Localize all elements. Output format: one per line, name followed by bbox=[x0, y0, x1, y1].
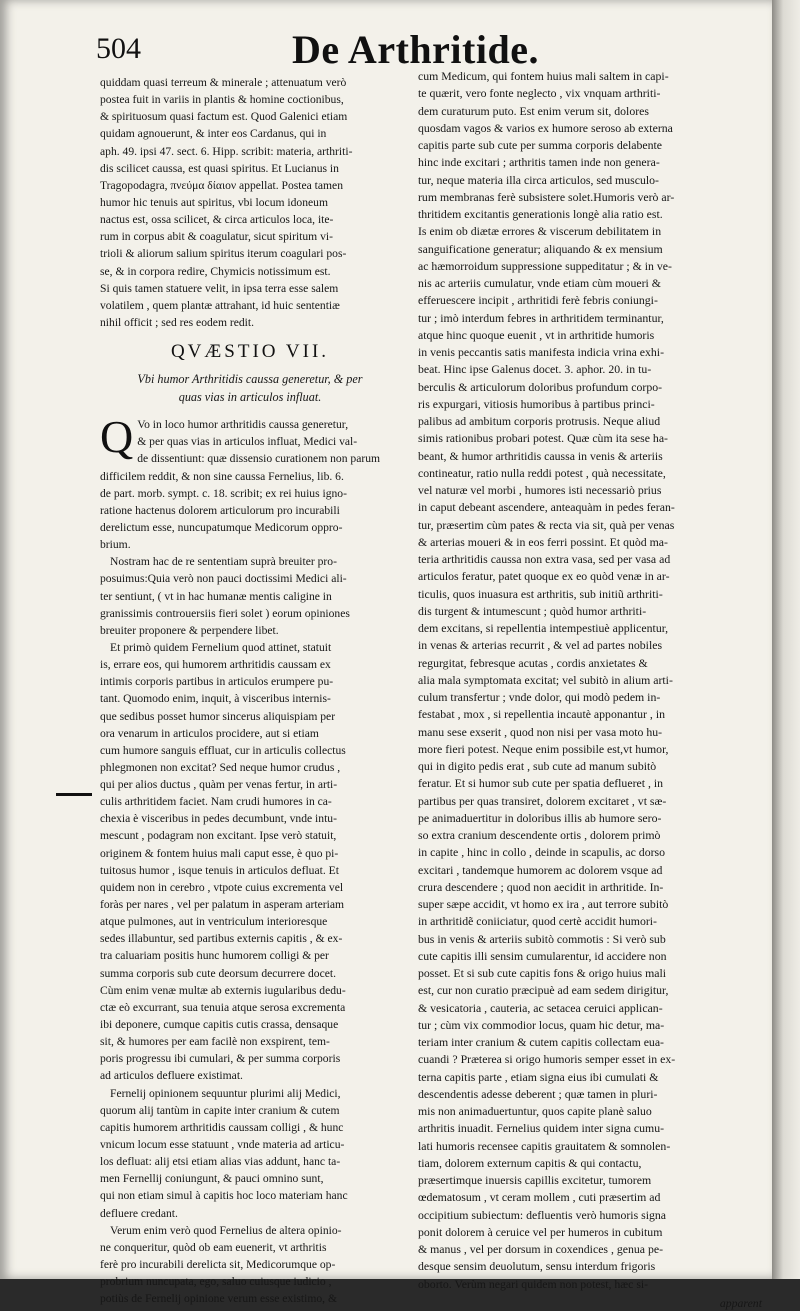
text-line: dis scilicet caussa, est quasi spiritus. Et Lucianus in bbox=[100, 161, 339, 175]
text-line: ter sentiunt, ( vt in hac humanæ mentis caligine in bbox=[100, 589, 332, 603]
text-line: descendentis adesse deberent ; quæ tamen in pluri- bbox=[418, 1086, 658, 1101]
text-line: & vesicatoria , cauteria, ac setacea ceruici applican- bbox=[418, 1000, 663, 1015]
text-line: qui per alios ductus , quàm per venas fertur, in arti- bbox=[100, 778, 338, 792]
text-line: est, cur non curatio præcipuè ad eam sedem dirigitur, bbox=[418, 983, 669, 998]
text-line: foràs per nares , vel per palatum in asperam arteriam bbox=[100, 898, 345, 912]
text-line: difficilem reddit, & non sine caussa Fernelius, lib. 6. bbox=[100, 469, 344, 483]
text-line: potiùs de Fernelij opinione verum esse existimo, & bbox=[100, 1292, 337, 1306]
text-line: mescunt , podagram non excitant. Ipse verò statuit, bbox=[100, 829, 337, 843]
text-line: Vo in loco humor arthritidis caussa generetur, bbox=[137, 418, 349, 432]
text-line: quorum alij tantùm in capite inter cranium & cutem bbox=[100, 1103, 340, 1117]
page-header bbox=[96, 20, 539, 72]
text-line: posuimus:Quia verò non pauci doctissimi Medici ali- bbox=[100, 572, 347, 586]
text-line: breuiter proponere & perpendere libet. bbox=[100, 623, 279, 637]
text-line: arthritis inuadit. Fernelius quidem inter signa cumu- bbox=[418, 1121, 665, 1136]
text-line: ris expurgari, vitiosis humoribus à partibus princi- bbox=[418, 396, 655, 411]
text-line: quosdam vagos & varios ex humore seroso ab externa bbox=[418, 120, 673, 135]
left-column bbox=[100, 74, 400, 1307]
margin-mark bbox=[56, 793, 92, 796]
text-line: culis arthritidem faciet. Nam crudi humores in ca- bbox=[100, 795, 332, 809]
text-line: Cùm enim venæ multæ ab externis iugularibus dedu- bbox=[100, 983, 346, 997]
text-line: is, errare eos, qui humorem arthritidis caussam ex bbox=[100, 658, 331, 672]
text-line: culum transfertur ; vnde dolor, qui modò pedem in- bbox=[418, 690, 661, 704]
text-line: intimis corporis partibus in articulos erumpere pu- bbox=[100, 675, 334, 689]
text-line: quiddam quasi terreum & minerale ; attenuatum verò bbox=[100, 76, 347, 89]
text-line: articulos feratur, patet quoque ex eo quòd venæ in ar- bbox=[418, 569, 670, 584]
text-line: qui non etiam simul à capitis hoc loco materiam hanc bbox=[100, 1189, 348, 1203]
text-line: desque sensim deuolutum, sensu interdum frigoris bbox=[418, 1259, 656, 1274]
text-line: ferè pro incurabili derelicta sit, Medicorumque op- bbox=[100, 1258, 336, 1271]
text-line: se, & in corpora redire, Chymicis notissimum est. bbox=[100, 264, 331, 278]
text-line: summa corporis sub cute deorsum decurrere docet. bbox=[100, 966, 336, 980]
question-subtitle-line: Vbi humor Arthritidis caussa generetur, & per bbox=[137, 372, 363, 387]
text-line: originem & fontem huius mali caput esse, è quo pi- bbox=[100, 846, 339, 860]
text-line: beant, & humor arthritidis caussa in venis & arteriis bbox=[418, 448, 663, 463]
text-line: tur ; cùm vix commodior locus, quam hic detur, ma- bbox=[418, 1017, 665, 1032]
text-line: de part. morb. sympt. c. 18. scribit; ex rei huius igno- bbox=[100, 486, 347, 500]
text-line: sanguificatione generatur; aliquando & ex mensium bbox=[418, 241, 663, 256]
text-line: rum membranas ferè subsistere solet.Humoris verò ar- bbox=[418, 189, 675, 204]
text-line: vel naturæ vel morbi , humores isti necessariò prius bbox=[418, 483, 662, 497]
right-column bbox=[418, 68, 770, 1310]
text-line: volatilem , quem plantæ attrahant, id huic sententiæ bbox=[100, 298, 340, 312]
text-line: tiam, dolorem externum capitis & qui contactu, bbox=[418, 1155, 642, 1170]
text-line: berculis & articulorum doloribus profundum corpo- bbox=[418, 379, 663, 394]
text-line: phlegmonen non excitat? Sed neque humor crudus , bbox=[100, 760, 341, 774]
text-line: bus in venis & arteriis subitò commotis : Si verò sub bbox=[418, 931, 666, 946]
text-line: Fernelij opinionem sequuntur plurimi alij Medici, bbox=[110, 1086, 341, 1100]
text-line: dem curaturum puto. Est enim verum sit, dolores bbox=[418, 103, 649, 118]
text-line: poris progressu ibi cumulari, & per summa corporis bbox=[100, 1052, 341, 1066]
text-line: sit, & humores per eam facilè non exspirent, tem- bbox=[100, 1035, 330, 1049]
text-line: capitis parte sub cute per summa corporis delabente bbox=[418, 138, 663, 152]
text-line: te quærit, vero fonte neglecto , vix vnquam arthriti- bbox=[418, 86, 661, 101]
text-line: crura descendere ; quod non aecidit in arthritide. In- bbox=[418, 879, 664, 894]
text-line: Si quis tamen statuere velit, in ipsa terra esse salem bbox=[100, 281, 339, 295]
text-line: teria arthritidis caussa non extra vasa, sed per vasa ad bbox=[418, 552, 671, 566]
text-line: teriam inter cranium & cutem capitis collectam eua- bbox=[418, 1035, 664, 1049]
text-line: feratur. Et si humor sub cute per spatia deflueret , in bbox=[418, 776, 664, 791]
left-top-text bbox=[100, 74, 400, 331]
text-line: tur, neque materia illa circa articulos, sed musculo- bbox=[418, 172, 659, 187]
text-line: dem excitans, si repellentia intempestiuè applicentur, bbox=[418, 621, 669, 635]
text-line: los defluat: alij etsi etiam alias vias addunt, hanc ta- bbox=[100, 1155, 341, 1169]
catchword: apparent bbox=[719, 1295, 762, 1310]
question-subtitle-line: quas vias in articulos influat. bbox=[178, 389, 322, 404]
text-line: lati humoris recensee capitis grauitatem & somnolen- bbox=[418, 1138, 671, 1153]
text-line: tur, præsertim cùm pates & recta via sit, quà per venas bbox=[418, 517, 675, 532]
text-line: de dissentiunt: quæ dissensio curationem non parum bbox=[137, 452, 381, 466]
text-line: tra caluariam positis hunc humorem colligi & per bbox=[100, 949, 329, 963]
text-line: nis ac arteriis cumulatur, vnde etiam cùm moueri & bbox=[418, 276, 661, 290]
text-line: œdematosum , vt ceram mollem , cuti præsertim ad bbox=[418, 1190, 661, 1205]
text-line: postea fuit in variis in plantis & homine coctionibus, bbox=[100, 93, 344, 107]
text-line: ad articulos defluere existimat. bbox=[100, 1069, 243, 1083]
text-line: nactus est, ossa scilicet, & circa articulos loca, ite- bbox=[100, 213, 334, 227]
text-line: partibus per quas transiret, dolorem excitaret , vt sæ- bbox=[418, 793, 667, 808]
text-line: capitis humorem arthritidis caussam colligi , & hunc bbox=[100, 1120, 344, 1134]
text-line: Tragopodagra, πνεύμα δίαιον appellat. Postea tamen bbox=[100, 178, 344, 192]
text-line: in caput debeant ascendere, anteaquàm in pedes feran- bbox=[418, 500, 675, 515]
text-line: cuandi ? Præterea si origo humoris semper esset in ex- bbox=[418, 1052, 676, 1067]
text-line: in venas & arterias recurrit , & vel ad partes nobiles bbox=[418, 638, 663, 653]
text-line: Nostram hac de re sententiam suprà breuiter pro- bbox=[110, 555, 337, 569]
text-line: thritidem excitantis generationis longè alia ratio est. bbox=[418, 207, 663, 221]
text-line: sedes illabuntur, sed partibus externis capitis , & ex- bbox=[100, 932, 343, 946]
text-line: pe animaduertitur in doloribus illis ab humore sero- bbox=[418, 810, 662, 825]
text-line: ibi deponere, cumque capitis cutis crassa, densaque bbox=[100, 1018, 339, 1032]
text-line: tant. Quomodo enim, inquit, à visceribus internis- bbox=[100, 692, 331, 706]
page-number: 504 bbox=[96, 32, 141, 65]
left-bottom-text bbox=[100, 411, 400, 1307]
text-line: in venis peccantis satis manifesta indicia vrina exhi- bbox=[418, 345, 665, 359]
text-line: aph. 49. ipsi 47. sect. 6. Hipp. scribit: materia, arthriti- bbox=[100, 144, 353, 158]
text-line: manu sese exserit , quod non nisi per vasa moto hu- bbox=[418, 724, 663, 739]
text-line: atque hinc quoque euenit , vt in arthritide humoris bbox=[418, 327, 655, 342]
text-line: derelictum esse, nuncupatumque Medicorum oppro- bbox=[100, 520, 343, 534]
text-line: atque pulmones, aut in ventriculum interioresque bbox=[100, 915, 328, 929]
text-line: so extra cranium descendente ortis , dolorem primò bbox=[418, 828, 661, 842]
text-line: præsertimque inuersis capillis excitetur, tumorem bbox=[418, 1173, 652, 1187]
text-line: cum Medicum, qui fontem huius mali saltem in capi- bbox=[418, 69, 669, 83]
text-line: humor hic tenuis aut spiritus, vbi locum idoneum bbox=[100, 195, 328, 209]
text-line: cute capitis illi sensim cumularentur, id accidere non bbox=[418, 948, 667, 963]
text-line: contineatur, ratio nulla reddi potest , quà necessitate, bbox=[418, 465, 666, 480]
text-line: & arterias moueri & in eos ferri possint. Et quòd ma- bbox=[418, 534, 668, 549]
text-line: brium. bbox=[100, 538, 131, 552]
text-line: & manus , vel per dorsum in coxendices , genua pe- bbox=[418, 1242, 664, 1256]
text-line: efferuescere incipit , arthritidi ferè febris coniungi- bbox=[418, 293, 658, 308]
text-line: Is enim ob diætæ errores & viscerum debilitatem in bbox=[418, 224, 662, 239]
text-line: mis non animaduertuntur, quos capite planè saluo bbox=[418, 1104, 652, 1118]
text-line: posset. Et si sub cute capitis fons & origo huius mali bbox=[418, 966, 667, 980]
text-line: Verum enim verò quod Fernelius de altera opinio- bbox=[110, 1223, 342, 1237]
text-line: regurgitat, febresque acutas , cordis anxietates & bbox=[418, 655, 648, 670]
text-line: hinc inde excitari ; arthritis tamen inde non genera- bbox=[418, 155, 660, 170]
text-line: more fieri potest. Neque enim possibile est,vt humor, bbox=[418, 741, 669, 756]
text-line: cum humore sanguis effluat, cur in articulis collectus bbox=[100, 743, 346, 757]
text-line: granissimis controuersiis fieri solet ) eorum opiniones bbox=[100, 606, 350, 620]
text-line: trioli & aliorum salium spiritus iterum coagulari pos- bbox=[100, 247, 347, 261]
text-line: in arthritidẽ coniiciatur, quod certè accidit humori- bbox=[418, 914, 657, 929]
text-line: excitari , tandemque humorem ac dolorem vsque ad bbox=[418, 862, 663, 877]
text-line: ratione hactenus dolorem articulorum pro incurabili bbox=[100, 503, 340, 517]
text-line: & spirituosum quasi factum est. Quod Galenici etiam bbox=[100, 110, 348, 124]
text-line: chexia è visceribus in pedes decumbunt, vnde intu- bbox=[100, 812, 337, 826]
text-line: ponit dolorem à ceruice vel per humeros in cubitum bbox=[418, 1224, 663, 1239]
text-line: oborto. Verùm negari quidem non potest, hæc si- bbox=[418, 1276, 649, 1291]
text-line: festabat , mox , si repellentia incautè apponantur , in bbox=[418, 707, 665, 722]
text-line: ora venarum in articulos procidere, aut si etiam bbox=[100, 726, 319, 740]
text-line: alia mala symptomata excitat; vel subitò in alium arti- bbox=[418, 672, 673, 687]
text-line: terna capitis parte , etiam signa eius ibi cumulati & bbox=[418, 1069, 659, 1084]
text-line: defluere credant. bbox=[100, 1206, 178, 1220]
text-line: dis turgent & intumescunt ; quòd humor arthriti- bbox=[418, 603, 647, 618]
text-line: men Fernellij coniungunt, & pauci omnino sunt, bbox=[100, 1172, 324, 1186]
text-line: simis rationibus probari potest. Quæ cùm ita sese ha- bbox=[418, 431, 668, 446]
text-line: tur ; imò interdum febres in arthritidem terminantur, bbox=[418, 310, 664, 325]
text-line: beat. Hinc ipse Galenus docet. 3. aphor. 20. in tu- bbox=[418, 362, 652, 377]
text-line: in capite , hinc in collo , deinde in scapulis, ac dorso bbox=[418, 845, 666, 860]
text-line: ticulis, quos inuasura est arthritis, sub initiũ arthriti- bbox=[418, 586, 663, 601]
text-line: que sedibus posset humor sincerus aliquispiam per bbox=[100, 709, 336, 723]
text-line: qui in digito pedis erat , sub cute ad manum subitò bbox=[418, 759, 657, 773]
question-title: QVÆSTIO VII. bbox=[170, 341, 330, 363]
text-line: Et primò quidem Fernelium quod attinet, statuit bbox=[110, 640, 332, 654]
text-line: vnicum locum esse statuunt , vnde materia ad articu- bbox=[100, 1138, 345, 1152]
text-line: nihil officit ; sed res eodem redit. bbox=[100, 315, 255, 329]
text-line: rum in corpus abit & coagulatur, sicut spiritum vi- bbox=[100, 230, 333, 244]
book-gutter-edge bbox=[772, 0, 800, 1279]
text-line: occipitium subiectum: defluentis verò humoris signa bbox=[418, 1207, 667, 1222]
text-line: palibus ad ambitum corporis protrusis. Neque aliud bbox=[418, 414, 661, 428]
running-title: De Arthritide. bbox=[292, 27, 539, 72]
text-line: ctæ eò excurrant, sua tenuia atque serosa excrementa bbox=[100, 1000, 346, 1014]
text-line: tuitosus humor , isque tenuis in articulos defluat. Et bbox=[100, 863, 339, 877]
text-line: ne conqueritur, quòd ob eam euenerit, vt arthritis bbox=[100, 1240, 327, 1254]
text-line: & per quas vias in articulos influat, Medici val- bbox=[137, 435, 358, 449]
drop-initial: Q bbox=[100, 411, 134, 463]
text-line: quidem non in cerebro , vtpote cuius excrementa vel bbox=[100, 880, 344, 894]
text-line: quidam agnouerunt, & inter eos Cardanus, qui in bbox=[100, 127, 327, 141]
text-line: super sæpe accidit, vt homo ex ira , aut terrore subitò bbox=[418, 897, 669, 911]
text-line: probrium nuncupata, ego, saluo cuiusque iudicio , bbox=[100, 1275, 332, 1289]
text-line: ac hæmorroidum suppressione suppeditatur ; & in ve- bbox=[418, 258, 672, 273]
